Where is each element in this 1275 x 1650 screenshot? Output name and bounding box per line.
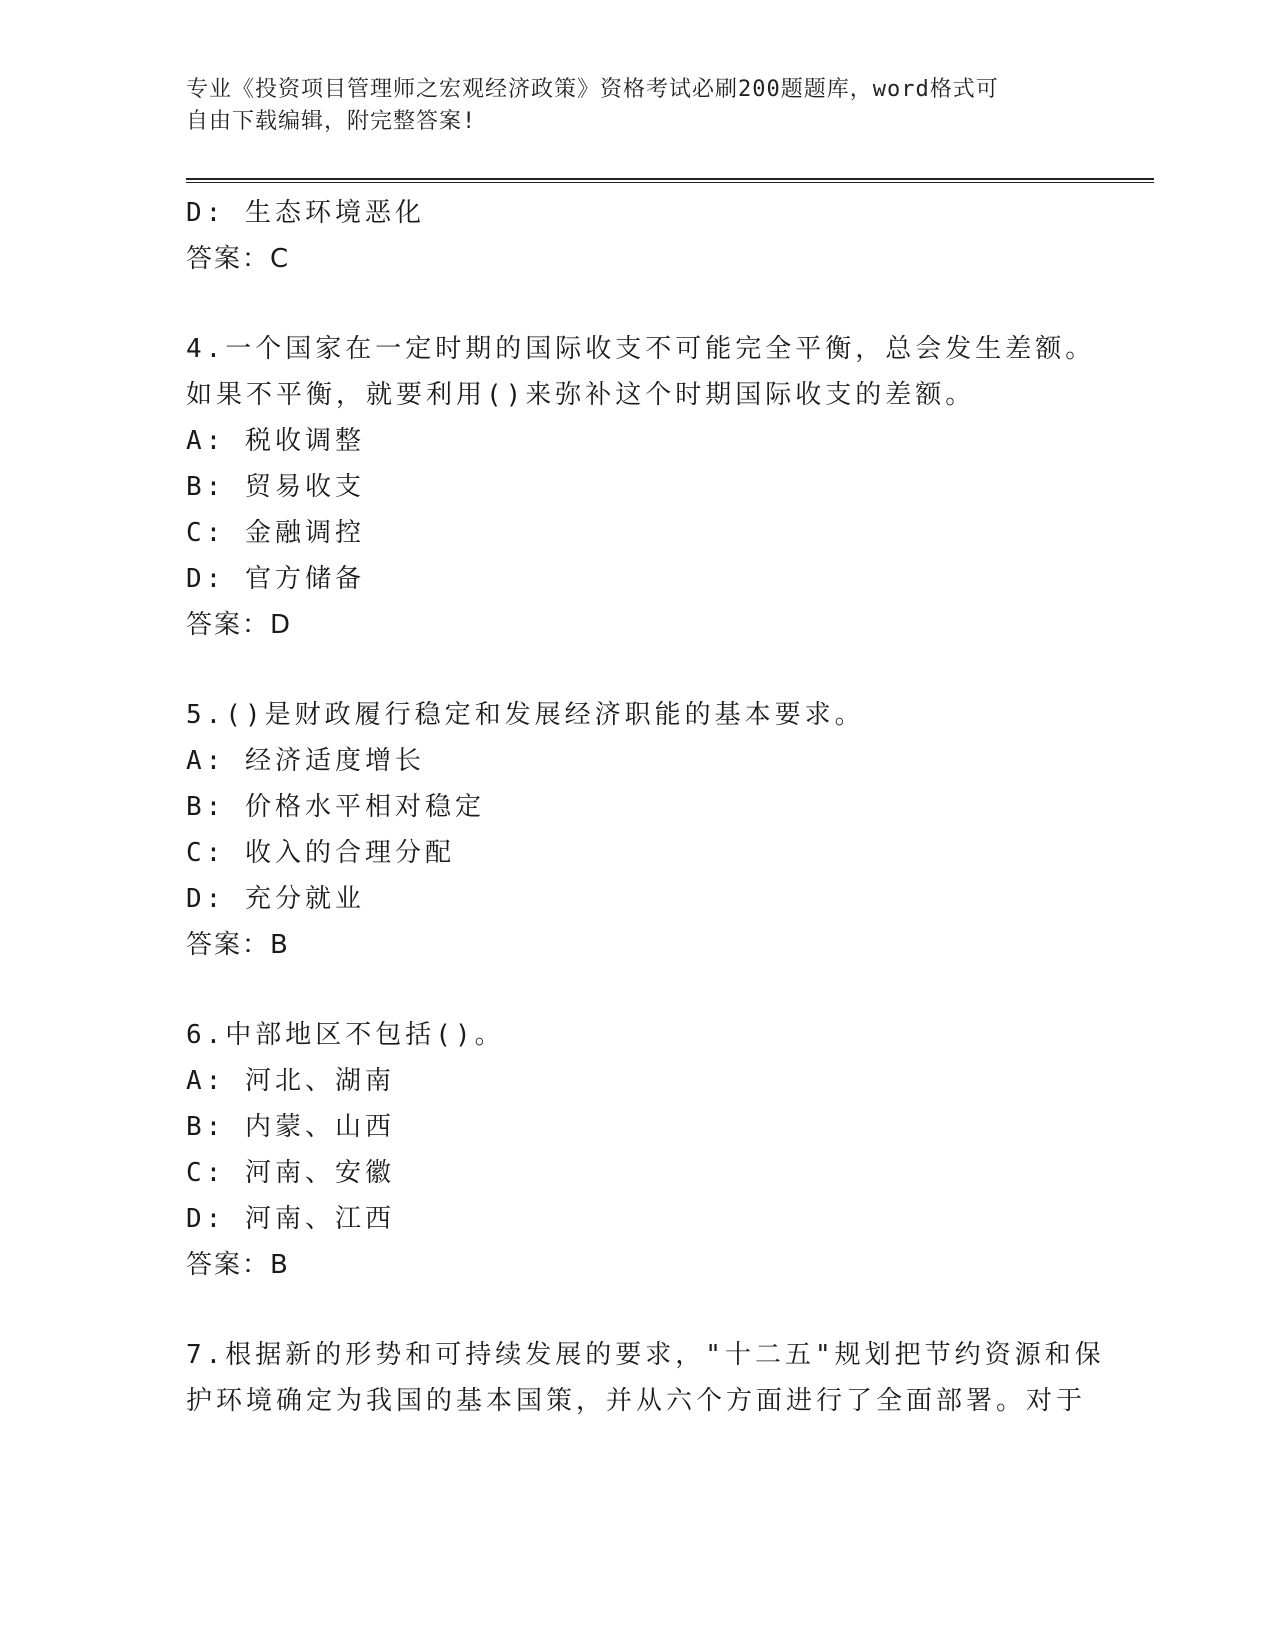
answer-line: 答案：B [186,1250,290,1280]
header-title-line-2: 自由下载编辑，附完整答案! [186,109,477,134]
question-stem-line: 7.根据新的形势和可持续发展的要求，"十二五"规划把节约资源和保 [186,1340,1105,1370]
option-b: B: 价格水平相对稳定 [186,792,485,822]
option-d: D: 官方储备 [186,564,365,594]
question-5 [186,692,1086,968]
option-d: D: 充分就业 [186,884,365,914]
question-7 [186,1332,1105,1424]
question-stem-line: 如果不平衡，就要利用()来弥补这个时期国际收支的差额。 [186,380,976,410]
previous-question-tail [186,190,1086,282]
question-stem-line: 4.一个国家在一定时期的国际收支不可能完全平衡，总会发生差额。 [186,334,1096,364]
page-header [186,74,1066,138]
option-c: C: 收入的合理分配 [186,838,455,868]
option-d: D: 生态环境恶化 [186,198,425,228]
answer-line: 答案：C [186,244,291,274]
header-divider [186,178,1154,183]
question-stem-line: 护环境确定为我国的基本国策，并从六个方面进行了全面部署。对于 [186,1386,1087,1416]
answer-line: 答案：B [186,930,290,960]
answer-line: 答案：D [186,610,293,640]
question-6 [186,1012,1086,1288]
option-b: B: 内蒙、山西 [186,1112,395,1142]
question-stem-line: 6.中部地区不包括()。 [186,1020,505,1050]
header-title-line-1: 专业《投资项目管理师之宏观经济政策》资格考试必刷200题题库，word格式可 [186,77,999,102]
question-4 [186,326,1096,648]
option-a: A: 经济适度增长 [186,746,425,776]
option-d: D: 河南、江西 [186,1204,395,1234]
question-list [186,190,1105,1424]
option-c: C: 金融调控 [186,518,365,548]
option-c: C: 河南、安徽 [186,1158,395,1188]
option-b: B: 贸易收支 [186,472,365,502]
option-a: A: 税收调整 [186,426,365,456]
question-stem-line: 5.()是财政履行稳定和发展经济职能的基本要求。 [186,700,865,730]
option-a: A: 河北、湖南 [186,1066,395,1096]
